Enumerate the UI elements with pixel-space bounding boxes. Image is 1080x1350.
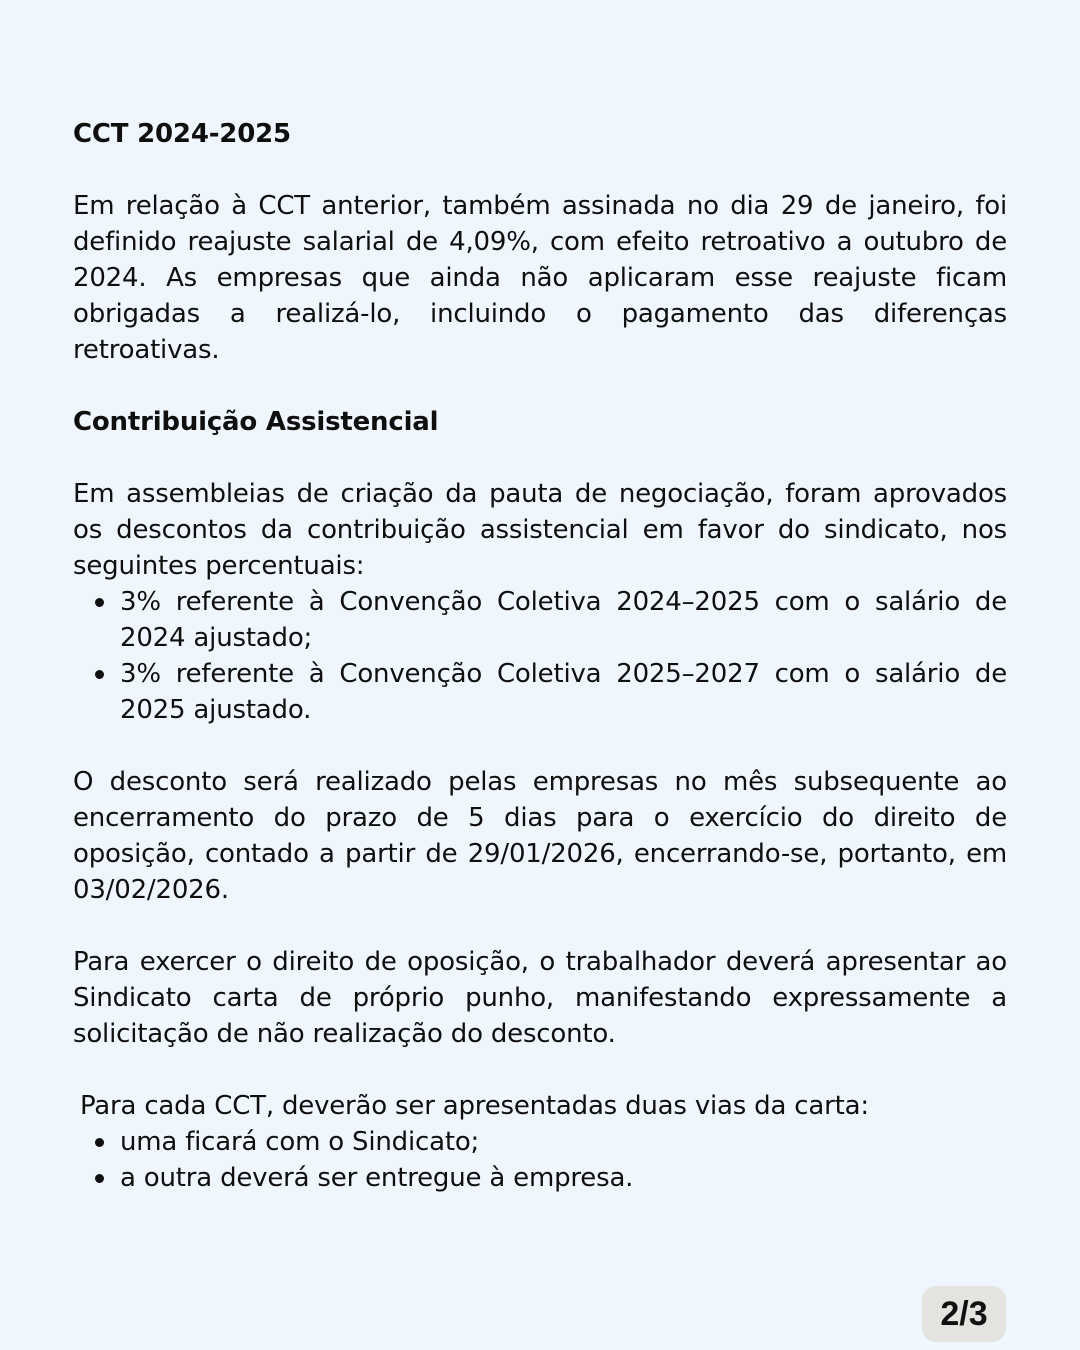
bullet-icon <box>95 1138 104 1147</box>
list-item-text: 3% referente à Convenção Coletiva 2025–2027 com o salário de 2025 ajustado. <box>120 659 1007 725</box>
list-item-text: a outra deverá ser entregue à empresa. <box>120 1163 634 1193</box>
paragraph-opposition-right: Para exercer o direito de oposição, o trabalhador deverá apresentar ao Sindicato carta de próprio punho, manifestando expressamente a solicitação de não realização do desconto. <box>73 947 1007 1049</box>
document-body <box>73 116 1007 1196</box>
list-item <box>73 656 1007 728</box>
section-heading-contribution: Contribuição Assistencial <box>73 407 439 437</box>
percentage-list <box>73 584 1007 728</box>
paragraph-contribution-intro: Em assembleias de criação da pauta de negociação, foram aprovados os descontos da contribuição assistencial em favor do sindicato, nos seguintes percentuais: <box>73 479 1007 581</box>
section-heading-cct: CCT 2024-2025 <box>73 119 291 149</box>
bullet-icon <box>95 598 104 607</box>
letter-copies-list <box>73 1124 1007 1196</box>
page-indicator-badge: 2/3 <box>922 1286 1006 1342</box>
bullet-icon <box>95 670 104 679</box>
list-item-text: 3% referente à Convenção Coletiva 2024–2025 com o salário de 2024 ajustado; <box>120 587 1007 653</box>
paragraph-letter-copies: Para cada CCT, deverão ser apresentadas duas vias da carta: <box>80 1091 869 1121</box>
list-item-text: uma ficará com o Sindicato; <box>120 1127 480 1157</box>
list-item <box>73 1160 1007 1196</box>
paragraph-cct-adjustment: Em relação à CCT anterior, também assinada no dia 29 de janeiro, foi definido reajuste salarial de 4,09%, com efeito retroativo a outubro de 2024. As empresas que ainda não aplicaram esse reajuste ficam obrigadas a realizá-lo, incluindo o pagamento das diferenças retroativas. <box>73 191 1007 365</box>
list-item <box>73 1124 1007 1160</box>
list-item <box>73 584 1007 656</box>
bullet-icon <box>95 1174 104 1183</box>
paragraph-discount-timing: O desconto será realizado pelas empresas no mês subsequente ao encerramento do prazo de 5 dias para o exercício do direito de oposição, contado a partir de 29/01/2026, encerrando-se, portanto, em 03/02/2026. <box>73 767 1007 905</box>
